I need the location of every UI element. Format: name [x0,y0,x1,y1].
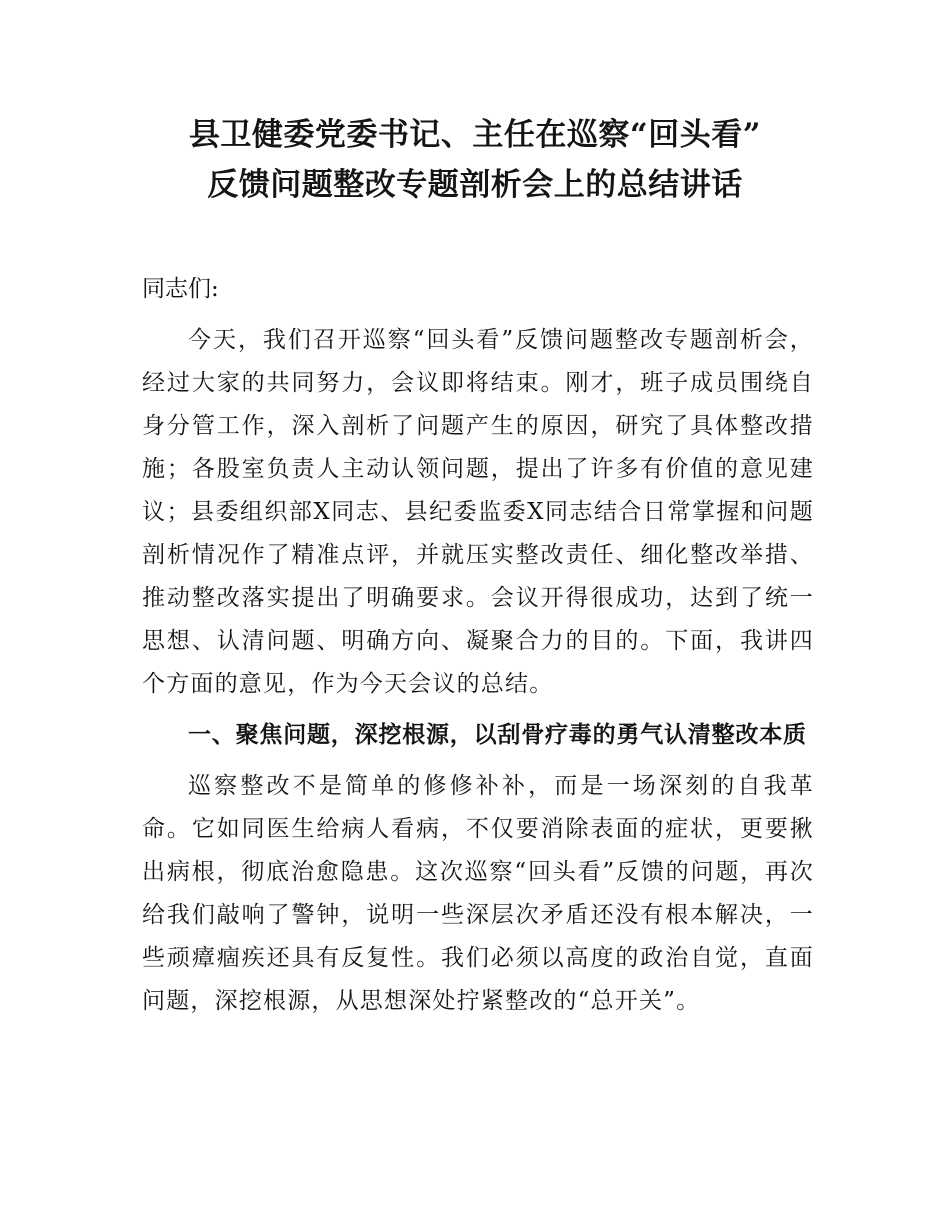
paragraph-section-1: 巡察整改不是简单的修修补补，而是一场深刻的自我革命。它如同医生给病人看病，不仅要消除表面的症状，更要揪出病根，彻底治愈隐患。这次巡察“回头看”反馈的问题，再次给我们敲响了警钟，说明一些深层次矛盾还没有根本解决，一些顽瘴痼疾还具有反复性。我们必须以高度的政治自觉，直面问题，深挖根源，从思想深处拧紧整改的“总开关”。 [142,773,814,1014]
paragraph-intro: 今天，我们召开巡察“回头看”反馈问题整改专题剖析会，经过大家的共同努力，会议即将结束。刚才，班子成员围绕自身分管工作，深入剖析了问题产生的原因，研究了具体整改措施；各股室负责人主动认领问题，提出了许多有价值的意见建议；县委组织部X同志、县纪委监委X同志结合日常掌握和问题剖析情况作了精准点评，并就压实整改责任、细化整改举措、推动整改落实提出了明确要求。会议开得很成功，达到了统一思想、认清问题、明确方向、凝聚合力的目的。下面，我讲四个方面的意见，作为今天会议的总结。 [142,327,814,697]
document-title [100,110,850,210]
title-line-1: 县卫健委党委书记、主任在巡察“回头看” [188,117,762,153]
section-heading-1: 一、聚焦问题，深挖根源，以刮骨疗毒的勇气认清整改本质 [188,722,807,748]
title-line-2: 反馈问题整改专题剖析会上的总结讲话 [207,167,743,203]
document-body [142,268,814,1023]
salutation: 同志们: [142,276,219,302]
